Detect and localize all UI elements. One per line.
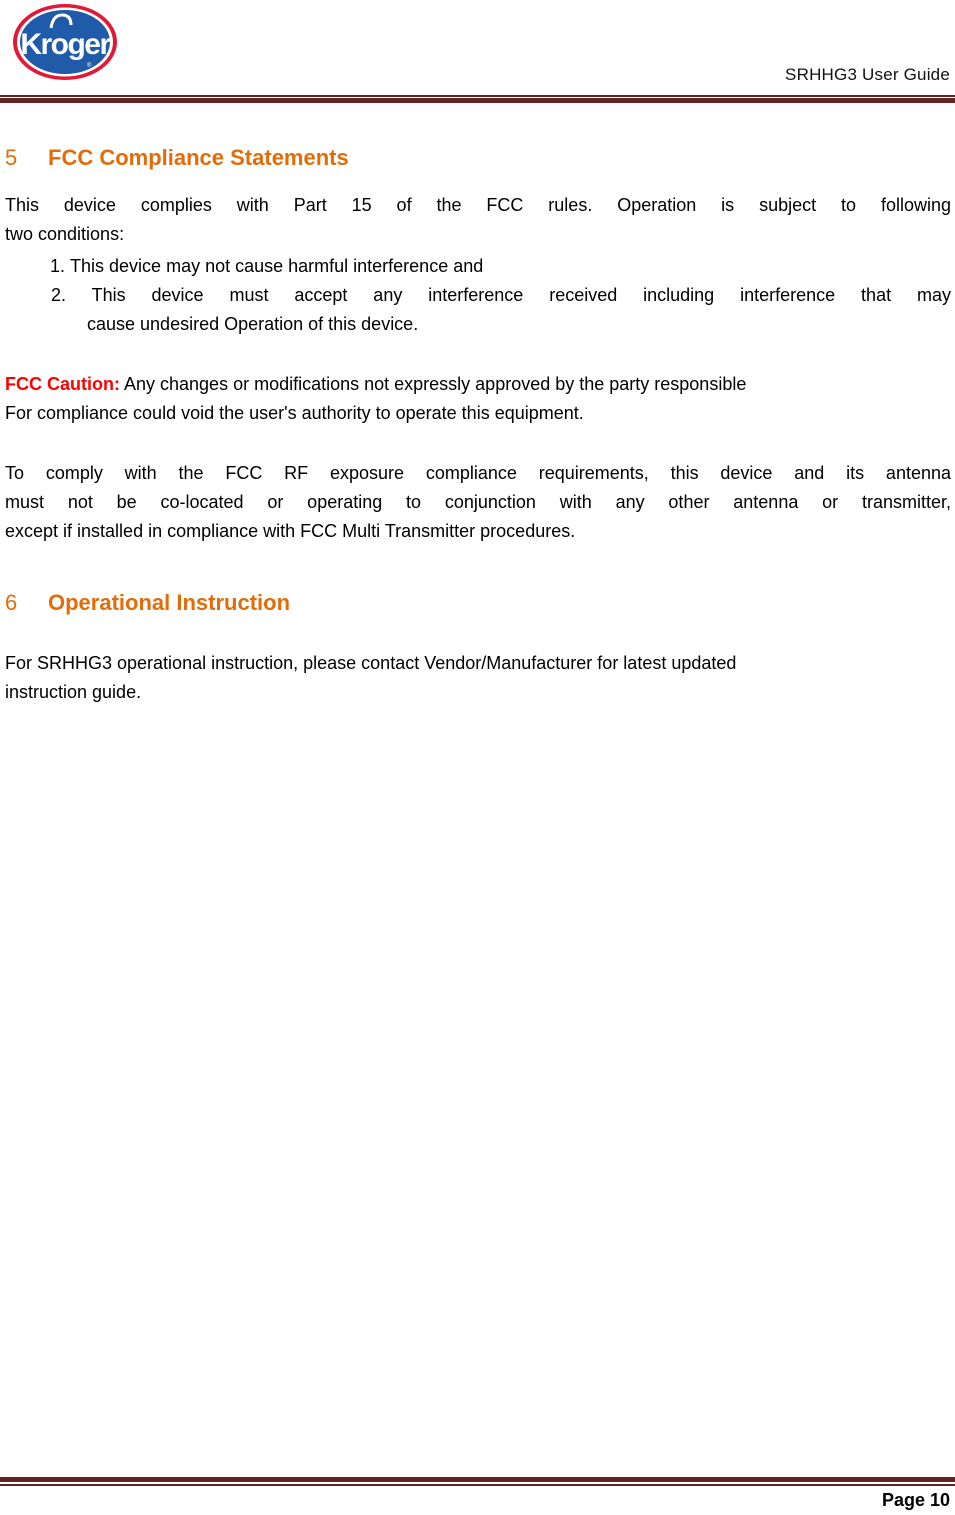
paragraph-line: This device complies with Part 15 of the FCC rules. Operation is subject to following <box>5 195 951 215</box>
fcc-intro-paragraph <box>5 191 951 249</box>
list-text: This device must accept any interference received including interference that may <box>91 285 951 305</box>
list-line <box>51 281 951 310</box>
operational-instruction-paragraph <box>5 649 951 707</box>
section-number: 5 <box>5 145 18 170</box>
footer-rule-thick <box>0 1477 955 1482</box>
list-text: cause undesired Operation of this device. <box>87 314 419 334</box>
caution-label: FCC Caution: <box>5 374 120 394</box>
list-text: This device may not cause harmful interference and <box>70 256 484 276</box>
document-title: SRHHG3 User Guide <box>785 65 950 84</box>
list-item-1 <box>50 252 483 281</box>
section-title: Operational Instruction <box>48 590 291 615</box>
section-title: FCC Compliance Statements <box>48 145 349 170</box>
page-number: Page 10 <box>881 1490 950 1510</box>
header-rule-thin <box>0 95 955 97</box>
logo-text: Kroger <box>20 28 110 61</box>
kroger-logo <box>7 1 137 83</box>
paragraph-line: except if installed in compliance with FCC Multi Transmitter procedures. <box>5 521 576 541</box>
section-5-heading <box>5 145 349 171</box>
header-rule-thick <box>0 98 955 103</box>
list-item-2 <box>51 281 951 339</box>
paragraph-line: instruction guide. <box>5 682 142 702</box>
paragraph-line: Any changes or modifications not expressly approved by the party responsible <box>119 374 747 394</box>
paragraph-line: For compliance could void the user's authority to operate this equipment. <box>5 403 584 423</box>
section-number: 6 <box>5 590 18 615</box>
list-marker: 1. <box>50 256 66 276</box>
fcc-caution-paragraph <box>5 370 951 428</box>
paragraph-line: For SRHHG3 operational instruction, please contact Vendor/Manufacturer for latest updated <box>5 653 737 673</box>
footer-rule-thin <box>0 1484 955 1486</box>
list-marker: 2. <box>51 285 67 305</box>
paragraph-line: To comply with the FCC RF exposure compliance requirements, this device and its antenna <box>5 463 951 483</box>
section-6-heading <box>5 590 290 616</box>
paragraph-line: must not be co-located or operating to conjunction with any other antenna or transmitter, <box>5 492 951 512</box>
rf-exposure-paragraph <box>5 459 951 546</box>
svg-text:®: ® <box>87 63 92 69</box>
paragraph-line: two conditions: <box>5 224 125 244</box>
